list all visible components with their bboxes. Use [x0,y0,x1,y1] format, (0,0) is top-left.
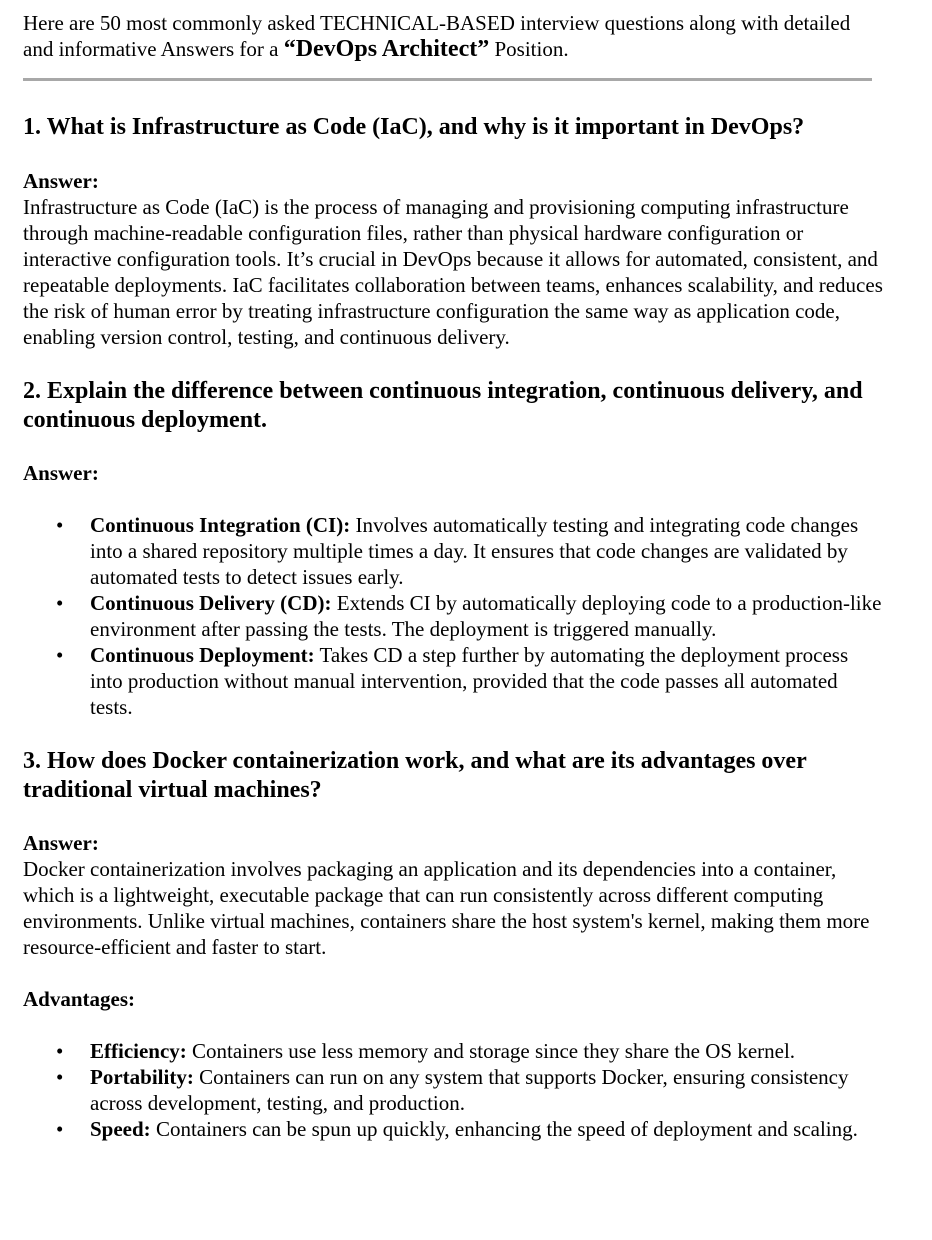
role-title: “DevOps Architect” [283,36,490,62]
bullet-text: Containers can be spun up quickly, enhancing the speed of deployment and scaling. [150,1117,858,1141]
list-item [23,1038,883,1064]
bullet-text: Takes CD a step further by automating the deployment process into production without manual intervention, provided that the code passes all automated tests. [90,643,849,719]
bullet-text: Extends CI by automatically deploying code to a production-like environment after passing the tests. The deployment is triggered manually. [90,591,882,641]
list-item [23,1064,883,1116]
question-2-bullet-list [23,512,883,720]
bullet-icon: • [56,1065,64,1089]
bullet-text: Containers use less memory and storage since they share the OS kernel. [186,1039,796,1063]
intro-suffix: Position. [489,37,569,61]
advantages-label: Advantages: [23,987,136,1011]
question-3-answer: Docker containerization involves packaging an application and its dependencies into a container, which is a lightweight, executable package that can run consistently across different computing environments. Unlike virtual machines, containers share the host system's kernel, making them more resource-efficient and faster to start. [23,857,870,959]
list-item [23,512,883,590]
list-item [23,590,883,642]
bullet-icon: • [56,591,64,615]
bullet-icon: • [56,1117,64,1141]
bullet-icon: • [56,1039,64,1063]
bullet-term: Continuous Deployment: [90,643,315,667]
advantages-bullet-list [23,1038,883,1142]
bullet-icon: • [56,513,64,537]
bullet-text: Containers can run on any system that supports Docker, ensuring consistency across development, testing, and production. [90,1065,849,1115]
question-1-title: 1. What is Infrastructure as Code (IaC), and why is it important in DevOps? [23,114,805,140]
bullet-term: Continuous Integration (CI): [90,513,351,537]
intro-paragraph [23,10,883,62]
question-3-answer-label: Answer: [23,831,99,855]
intro-text: Here are 50 most commonly asked TECHNICAL-BASED interview questions along with detailed and informative Answers for a [23,11,851,61]
question-1-answer-label: Answer: [23,169,99,193]
bullet-term: Speed: [90,1117,151,1141]
question-2-answer-label: Answer: [23,461,99,485]
horizontal-divider [23,78,872,81]
question-1-answer: Infrastructure as Code (IaC) is the process of managing and provisioning computing infrastructure through machine-readable configuration files, rather than physical hardware configuration or interactive configuration tools. It’s crucial in DevOps because it allows for automated, consistent, and repeatable deployments. IaC facilitates collaboration between teams, enhances scalability, and reduces the risk of human error by treating infrastructure configuration the same way as application code, enabling version control, testing, and continuous delivery. [23,195,883,349]
list-item [23,1116,883,1142]
bullet-term: Efficiency: [90,1039,187,1063]
bullet-text: Involves automatically testing and integrating code changes into a shared repository multiple times a day. It ensures that code changes are validated by automated tests to detect issues early. [90,513,859,589]
bullet-icon: • [56,643,64,667]
bullet-term: Continuous Delivery (CD): [90,591,332,615]
question-2-title: 2. Explain the difference between continuous integration, continuous delivery, and continuous deployment. [23,378,863,433]
question-3-title: 3. How does Docker containerization work, and what are its advantages over traditional virtual machines? [23,748,807,803]
bullet-term: Portability: [90,1065,194,1089]
list-item [23,642,883,720]
